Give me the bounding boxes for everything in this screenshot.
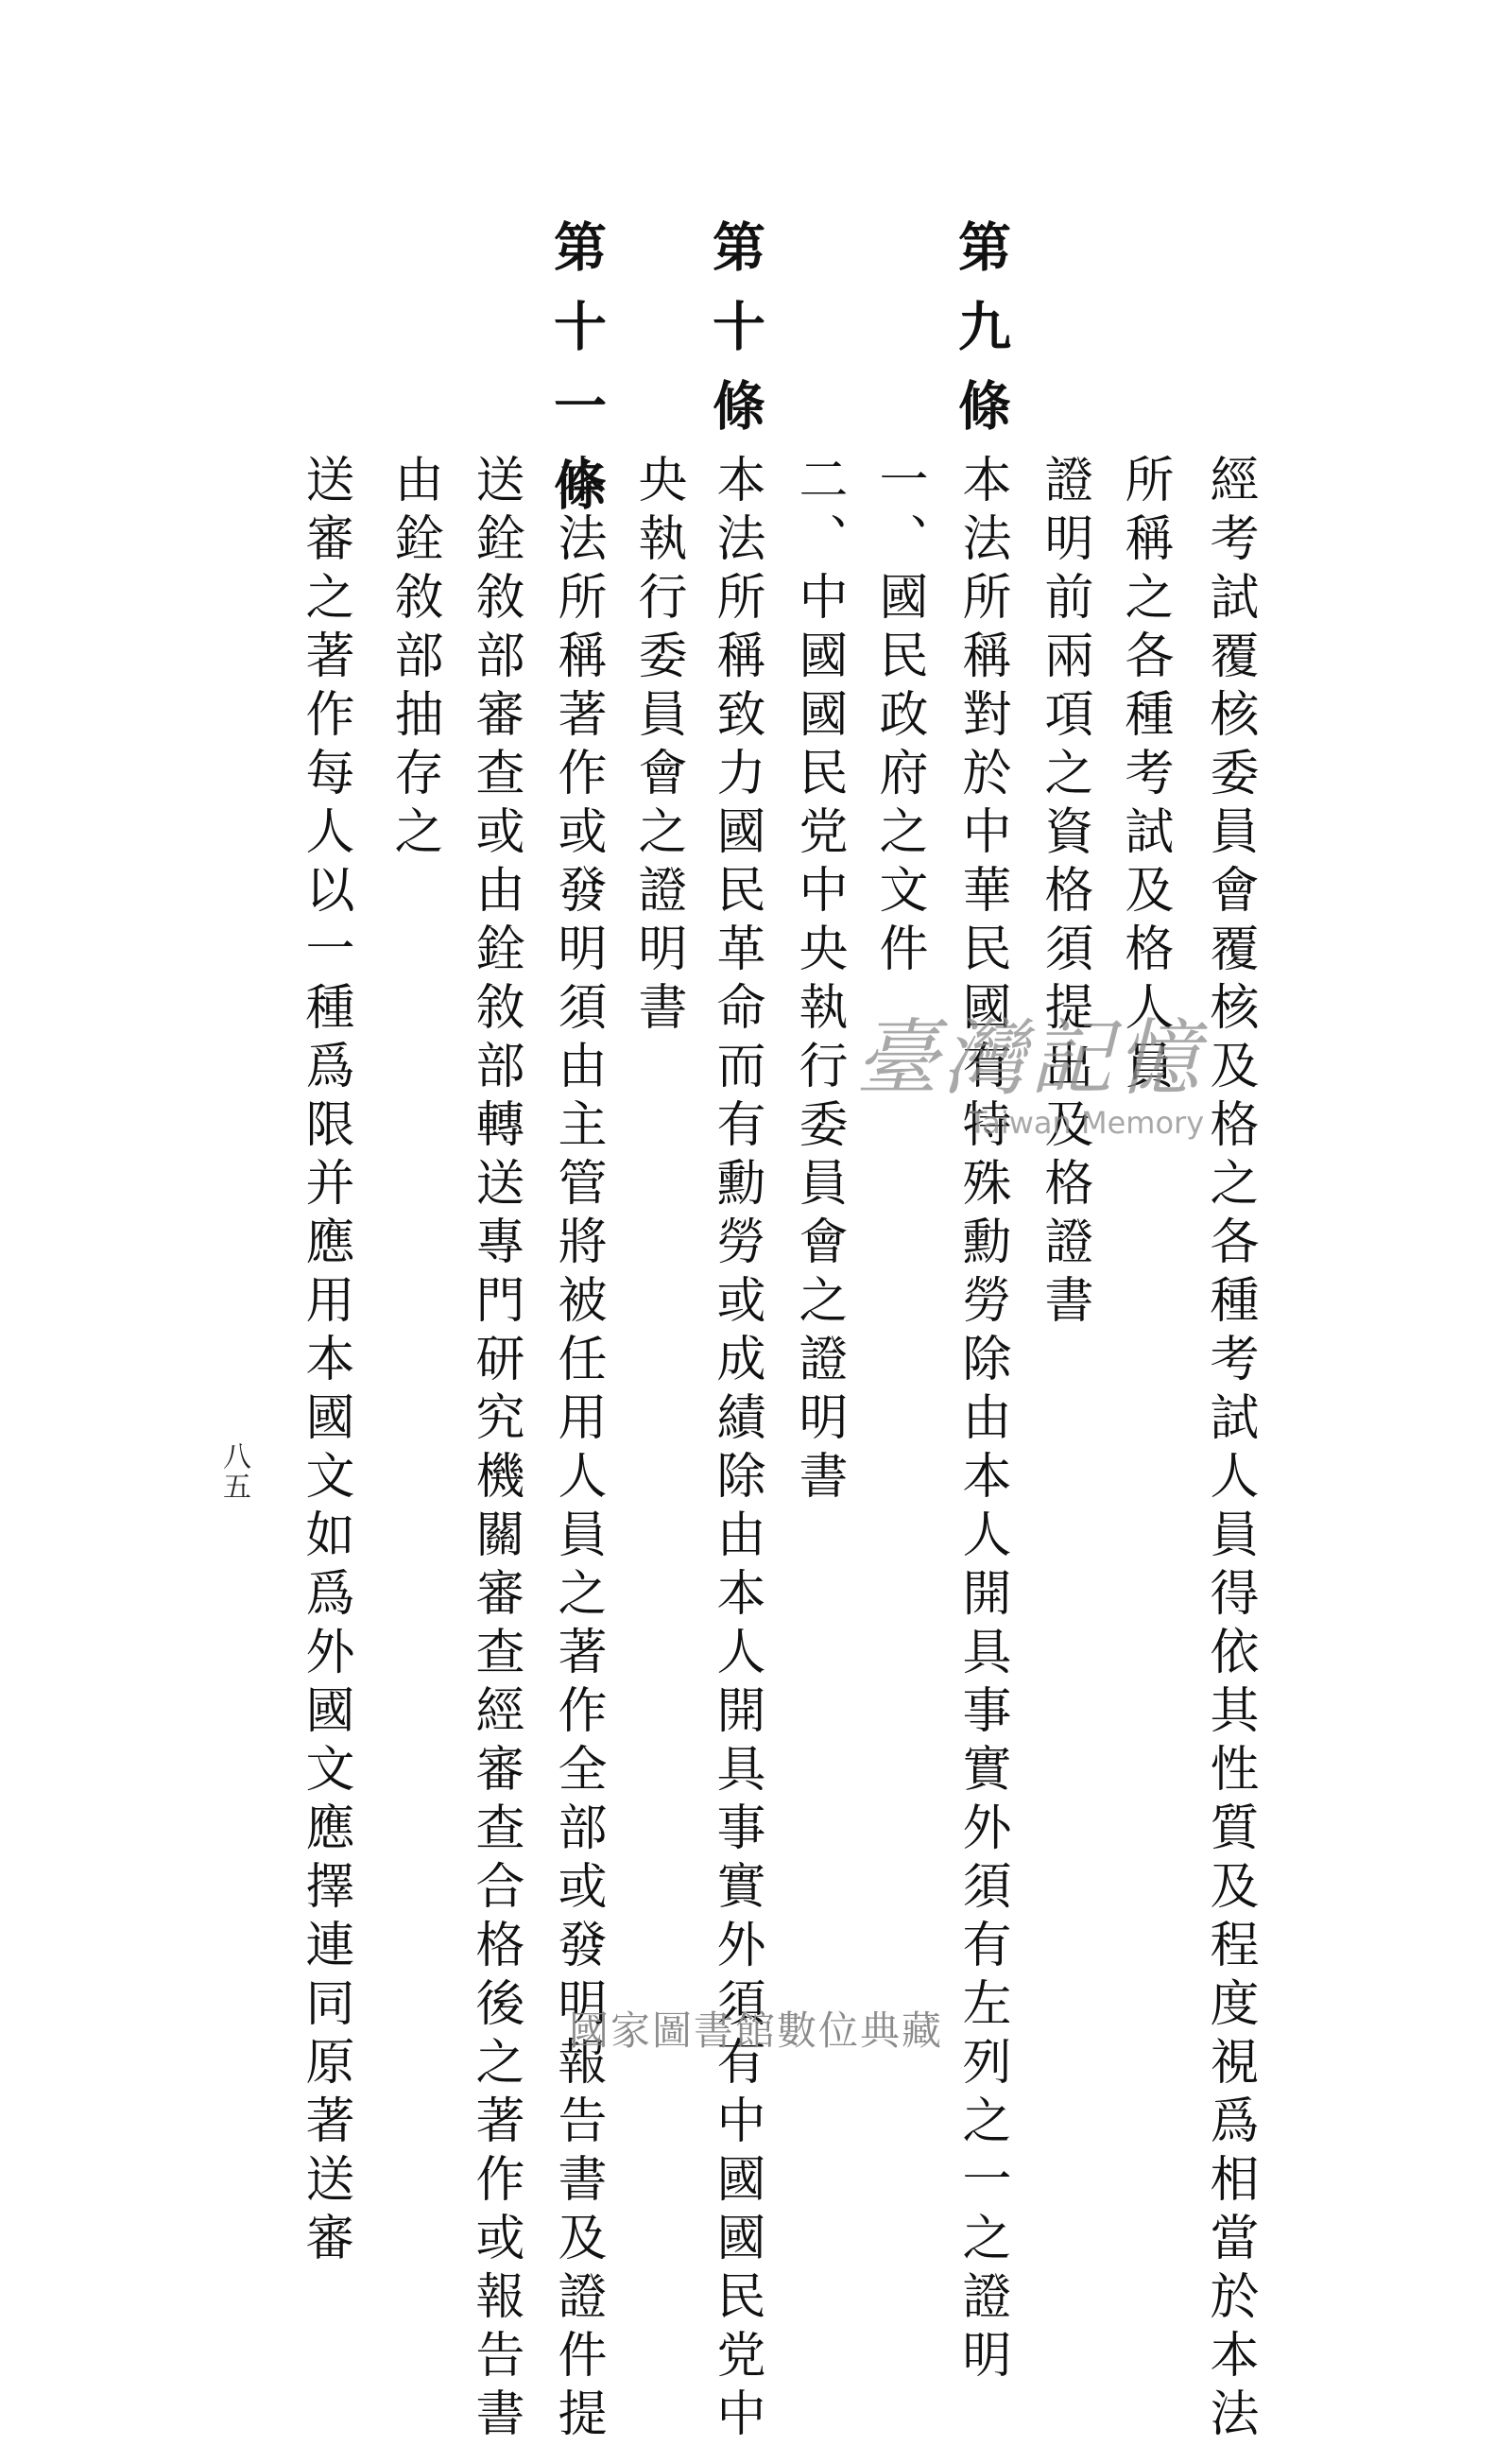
footer-library-label: 國家圖書館數位典藏 [568, 2007, 943, 2054]
text-column: 本法所稱對於中華民國有特殊勳勞除由本人開具事實外須有左列之一之證明 [954, 454, 1010, 2387]
text-column: 二、中國國民党中央執行委員會之證明書 [790, 454, 847, 1508]
article-heading-10: 第十條 [704, 219, 766, 457]
text-column: 本法所稱著作或發明須由主管將被任用人員之著作全部或發明報告書及證件提 [549, 454, 606, 2446]
article-heading-9: 第九條 [950, 219, 1012, 457]
text-column: 所稱之各種考試及格人員 [1116, 454, 1173, 1098]
watermark-english: Taiwan Memory [969, 1105, 1205, 1141]
page-number: 八五 [217, 1441, 250, 1502]
text-column: 本法所稱致力國民革命而有勳勞或成績除由本人開具事實外須有中國國民党中 [708, 454, 765, 2446]
watermark-chinese: 臺灣記憶 [855, 1009, 1204, 1107]
article-heading-11: 第十一條 [545, 219, 608, 537]
text-column: 央執行委員會之證明書 [629, 454, 686, 1040]
text-column: 由銓敘部抽存之 [386, 454, 442, 864]
text-column: 一、國民政府之文件 [870, 454, 927, 981]
text-column: 送銓敘部審查或由銓敘部轉送專門研究機關審查經審查合格後之著作或報告書 [467, 454, 524, 2446]
text-column: 經考試覆核委員會覆核及格之各種考試人員得依其性質及程度視爲相當於本法 [1201, 454, 1258, 2446]
text-column: 送審之著作每人以一種爲限并應用本國文如爲外國文應擇連同原著送審 [297, 454, 353, 2270]
text-column: 證明前兩項之資格須提出及格證書 [1036, 454, 1092, 1333]
